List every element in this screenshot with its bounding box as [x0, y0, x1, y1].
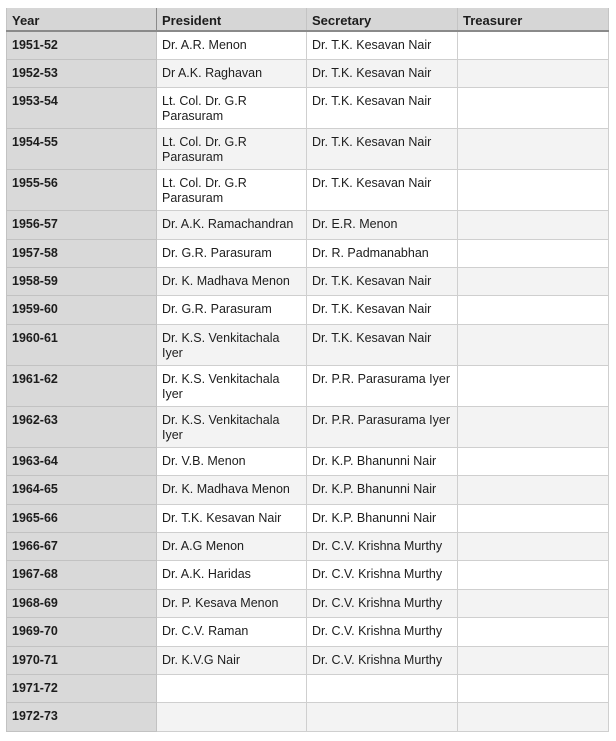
- secretary-cell: Dr. C.V. Krishna Murthy: [307, 561, 458, 589]
- header-row: [7, 8, 609, 31]
- treasurer-cell: [458, 170, 609, 211]
- table-row: [7, 476, 609, 504]
- table-row: [7, 406, 609, 447]
- year-cell: 1952-53: [7, 59, 157, 87]
- table-row: [7, 170, 609, 211]
- table-row: [7, 88, 609, 129]
- year-cell: 1964-65: [7, 476, 157, 504]
- president-cell: Dr. C.V. Raman: [157, 618, 307, 646]
- treasurer-cell: [458, 324, 609, 365]
- year-cell: 1951-52: [7, 31, 157, 59]
- year-cell: 1970-71: [7, 646, 157, 674]
- secretary-cell: Dr. C.V. Krishna Murthy: [307, 589, 458, 617]
- treasurer-cell: [458, 447, 609, 475]
- treasurer-cell: [458, 59, 609, 87]
- year-cell: 1958-59: [7, 268, 157, 296]
- secretary-cell: Dr. P.R. Parasurama Iyer: [307, 365, 458, 406]
- treasurer-cell: [458, 296, 609, 324]
- year-cell: 1956-57: [7, 211, 157, 239]
- president-cell: Dr. G.R. Parasuram: [157, 296, 307, 324]
- president-cell: Dr. A.G Menon: [157, 533, 307, 561]
- header-year: Year: [7, 8, 157, 31]
- president-cell: Dr. K.S. Venkitachala Iyer: [157, 324, 307, 365]
- table-row: [7, 589, 609, 617]
- secretary-cell: Dr. P.R. Parasurama Iyer: [307, 406, 458, 447]
- table-row: [7, 447, 609, 475]
- table-row: [7, 703, 609, 731]
- treasurer-cell: [458, 533, 609, 561]
- secretary-cell: Dr. C.V. Krishna Murthy: [307, 618, 458, 646]
- president-cell: Lt. Col. Dr. G.R Parasuram: [157, 88, 307, 129]
- secretary-cell: Dr. T.K. Kesavan Nair: [307, 268, 458, 296]
- secretary-cell: Dr. T.K. Kesavan Nair: [307, 324, 458, 365]
- header-secretary: Secretary: [307, 8, 458, 31]
- treasurer-cell: [458, 268, 609, 296]
- secretary-cell: Dr. E.R. Menon: [307, 211, 458, 239]
- header-treasurer: Treasurer: [458, 8, 609, 31]
- secretary-cell: [307, 674, 458, 702]
- president-cell: Dr. A.K. Haridas: [157, 561, 307, 589]
- president-cell: [157, 703, 307, 731]
- secretary-cell: Dr. K.P. Bhanunni Nair: [307, 476, 458, 504]
- treasurer-cell: [458, 504, 609, 532]
- table-row: [7, 211, 609, 239]
- president-cell: Dr. P. Kesava Menon: [157, 589, 307, 617]
- year-cell: 1965-66: [7, 504, 157, 532]
- secretary-cell: Dr. T.K. Kesavan Nair: [307, 88, 458, 129]
- treasurer-cell: [458, 365, 609, 406]
- president-cell: Dr. A.K. Ramachandran: [157, 211, 307, 239]
- president-cell: Dr. K.S. Venkitachala Iyer: [157, 365, 307, 406]
- year-cell: 1955-56: [7, 170, 157, 211]
- president-cell: Dr. K. Madhava Menon: [157, 268, 307, 296]
- table-row: [7, 504, 609, 532]
- table-row: [7, 646, 609, 674]
- secretary-cell: Dr. C.V. Krishna Murthy: [307, 533, 458, 561]
- president-cell: Dr. K. Madhava Menon: [157, 476, 307, 504]
- year-cell: 1971-72: [7, 674, 157, 702]
- table-row: [7, 561, 609, 589]
- treasurer-cell: [458, 589, 609, 617]
- year-cell: 1961-62: [7, 365, 157, 406]
- president-cell: Lt. Col. Dr. G.R Parasuram: [157, 129, 307, 170]
- treasurer-cell: [458, 31, 609, 59]
- president-cell: [157, 674, 307, 702]
- office-bearers-table-container: [6, 8, 608, 732]
- treasurer-cell: [458, 129, 609, 170]
- secretary-cell: Dr. T.K. Kesavan Nair: [307, 59, 458, 87]
- table-row: [7, 59, 609, 87]
- president-cell: Lt. Col. Dr. G.R Parasuram: [157, 170, 307, 211]
- year-cell: 1967-68: [7, 561, 157, 589]
- secretary-cell: Dr. T.K. Kesavan Nair: [307, 129, 458, 170]
- year-cell: 1954-55: [7, 129, 157, 170]
- president-cell: Dr A.K. Raghavan: [157, 59, 307, 87]
- secretary-cell: Dr. R. Padmanabhan: [307, 239, 458, 267]
- secretary-cell: Dr. T.K. Kesavan Nair: [307, 170, 458, 211]
- table-row: [7, 533, 609, 561]
- year-cell: 1963-64: [7, 447, 157, 475]
- table-row: [7, 31, 609, 59]
- president-cell: Dr. K.S. Venkitachala Iyer: [157, 406, 307, 447]
- president-cell: Dr. G.R. Parasuram: [157, 239, 307, 267]
- table-row: [7, 268, 609, 296]
- office-bearers-table: [6, 8, 609, 732]
- table-row: [7, 365, 609, 406]
- secretary-cell: Dr. T.K. Kesavan Nair: [307, 296, 458, 324]
- secretary-cell: Dr. K.P. Bhanunni Nair: [307, 447, 458, 475]
- president-cell: Dr. A.R. Menon: [157, 31, 307, 59]
- table-row: [7, 618, 609, 646]
- year-cell: 1972-73: [7, 703, 157, 731]
- treasurer-cell: [458, 646, 609, 674]
- president-cell: Dr. V.B. Menon: [157, 447, 307, 475]
- treasurer-cell: [458, 239, 609, 267]
- treasurer-cell: [458, 674, 609, 702]
- treasurer-cell: [458, 406, 609, 447]
- secretary-cell: Dr. T.K. Kesavan Nair: [307, 31, 458, 59]
- treasurer-cell: [458, 476, 609, 504]
- treasurer-cell: [458, 618, 609, 646]
- treasurer-cell: [458, 88, 609, 129]
- year-cell: 1960-61: [7, 324, 157, 365]
- table-body: [7, 31, 609, 731]
- secretary-cell: [307, 703, 458, 731]
- table-row: [7, 324, 609, 365]
- treasurer-cell: [458, 561, 609, 589]
- year-cell: 1966-67: [7, 533, 157, 561]
- year-cell: 1962-63: [7, 406, 157, 447]
- treasurer-cell: [458, 703, 609, 731]
- table-row: [7, 129, 609, 170]
- year-cell: 1969-70: [7, 618, 157, 646]
- header-president: President: [157, 8, 307, 31]
- year-cell: 1968-69: [7, 589, 157, 617]
- president-cell: Dr. K.V.G Nair: [157, 646, 307, 674]
- treasurer-cell: [458, 211, 609, 239]
- president-cell: Dr. T.K. Kesavan Nair: [157, 504, 307, 532]
- year-cell: 1953-54: [7, 88, 157, 129]
- table-row: [7, 296, 609, 324]
- year-cell: 1957-58: [7, 239, 157, 267]
- table-row: [7, 674, 609, 702]
- year-cell: 1959-60: [7, 296, 157, 324]
- secretary-cell: Dr. K.P. Bhanunni Nair: [307, 504, 458, 532]
- table-row: [7, 239, 609, 267]
- secretary-cell: Dr. C.V. Krishna Murthy: [307, 646, 458, 674]
